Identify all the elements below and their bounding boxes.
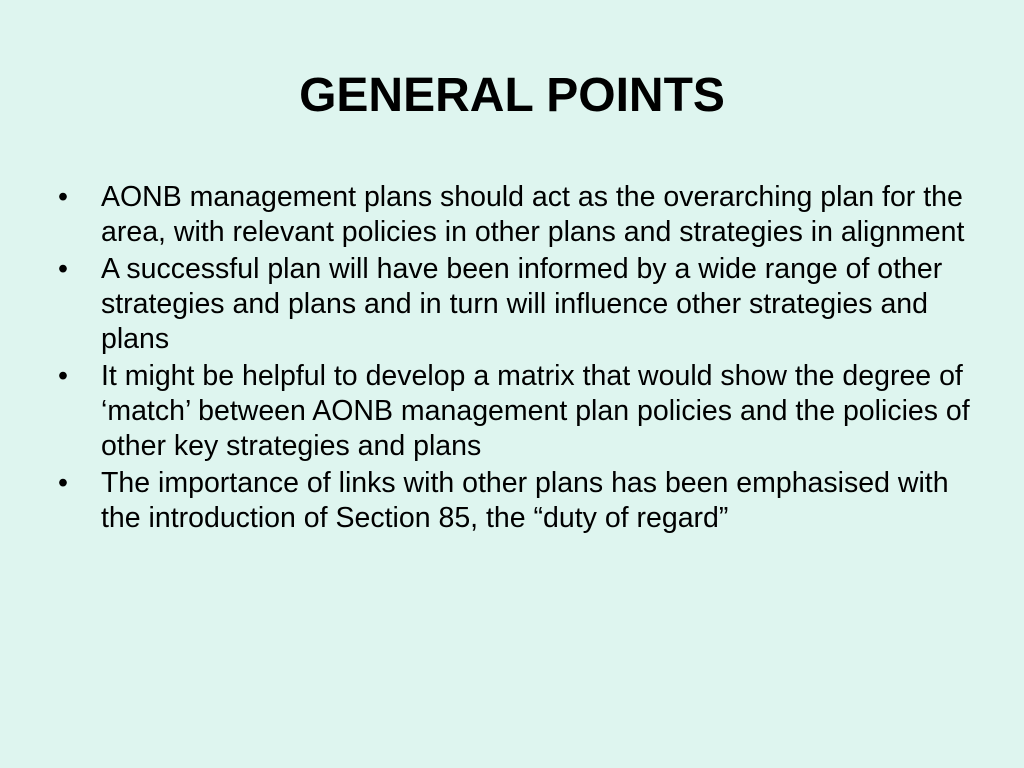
- bullet-item: [58, 359, 978, 464]
- bullet-icon: •: [58, 253, 68, 285]
- bullet-text: AONB management plans should act as the overarching plan for the area, with relevant policies in other plans and strategies in alignment: [101, 181, 965, 248]
- bullet-item: [58, 252, 978, 357]
- bullet-item: [58, 466, 978, 536]
- bullet-text: It might be helpful to develop a matrix that would show the degree of ‘match’ between AONB management plan policies and the policies of other key strategies and plans: [101, 360, 970, 462]
- slide-title: GENERAL POINTS: [299, 69, 725, 122]
- bullet-list: [58, 180, 978, 538]
- bullet-text: A successful plan will have been informed by a wide range of other strategies and plans and in turn will influence other strategies and plans: [101, 253, 943, 355]
- bullet-icon: •: [58, 467, 68, 499]
- bullet-item: [58, 180, 978, 250]
- bullet-text: The importance of links with other plans has been emphasised with the introduction of Section 85, the “duty of regard”: [101, 467, 949, 534]
- bullet-icon: •: [58, 181, 68, 213]
- bullet-icon: •: [58, 360, 68, 392]
